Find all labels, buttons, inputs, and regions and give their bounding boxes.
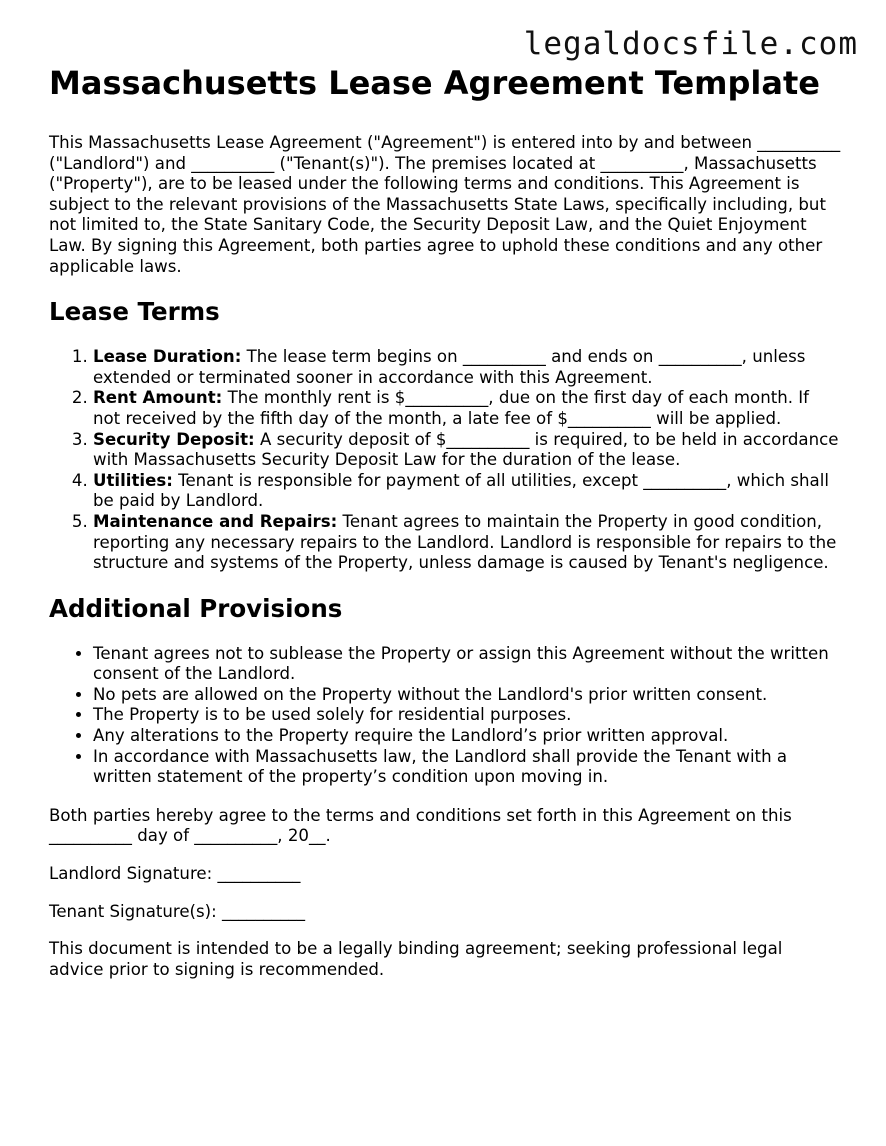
- lease-term-text: The monthly rent is $__________, due on the first day of each month. If not received by the fifth day of the month, a late fee of $__________ will be applied.: [93, 388, 810, 428]
- lease-terms-list: [49, 347, 841, 574]
- provision-item: • The Property is to be used solely for residential purposes.: [93, 705, 841, 726]
- lease-term-item: [93, 347, 841, 388]
- disclaimer-paragraph: This document is intended to be a legally binding agreement; seeking professional legal advice prior to signing is recommended.: [49, 939, 783, 979]
- lease-term-text: Tenant is responsible for payment of all utilities, except __________, which shall be paid by Landlord.: [93, 470, 829, 511]
- landlord-signature-line: Landlord Signature: __________: [49, 864, 301, 884]
- additional-provisions-heading: Additional Provisions: [49, 593, 343, 623]
- document-title: Massachusetts Lease Agreement Template: [49, 64, 820, 102]
- closing-paragraph: Both parties hereby agree to the terms and conditions set forth in this Agreement on this __________ day of __________, 20__.: [49, 805, 792, 846]
- lease-term-text: Tenant agrees to maintain the Property in good condition, reporting any necessary repairs to the Landlord. Landlord is responsible for repairs to the structure and systems of the Property, unless damage is caused by Tenant's negligence.: [93, 511, 837, 573]
- additional-provisions-list: [49, 644, 841, 788]
- document-body: [49, 64, 841, 980]
- lease-term-title: Maintenance and Repairs:: [93, 511, 338, 531]
- provision-item: • Any alterations to the Property require the Landlord’s prior written approval.: [93, 726, 841, 747]
- lease-term-item: [93, 471, 841, 512]
- lease-term-item: [93, 388, 841, 429]
- lease-term-item: [93, 430, 841, 471]
- provision-item: • Tenant agrees not to sublease the Property or assign this Agreement without the written consent of the Landlord.: [93, 644, 841, 685]
- lease-term-title: Utilities:: [93, 470, 173, 490]
- lease-term-text: A security deposit of $__________ is required, to be held in accordance with Massachusetts Security Deposit Law for the duration of the lease.: [93, 429, 839, 470]
- tenant-signature-line: Tenant Signature(s): __________: [49, 901, 305, 921]
- provision-item: • No pets are allowed on the Property without the Landlord's prior written consent.: [93, 685, 841, 706]
- lease-term-title: Lease Duration:: [93, 347, 242, 367]
- lease-term-title: Security Deposit:: [93, 429, 255, 449]
- lease-term-item: [93, 512, 841, 574]
- intro-paragraph: This Massachusetts Lease Agreement ("Agreement") is entered into by and between __________ ("Landlord") and __________ ("Tenant(s)"). The premises located at __________, Massachusetts ("Property"), are to be leased under the following terms and conditions. This Agreement is subject to the relevant provisions of the Massachusetts State Laws, specifically including, but not limited to, the State Sanitary Code, the Security Deposit Law, and the Quiet Enjoyment Law. By signing this Agreement, both parties agree to uphold these conditions and any other applicable laws.: [49, 133, 841, 276]
- lease-term-title: Rent Amount:: [93, 388, 223, 408]
- lease-terms-heading: Lease Terms: [49, 297, 220, 327]
- lease-term-text: The lease term begins on __________ and ends on __________, unless extended or terminated sooner in accordance with this Agreement.: [93, 347, 806, 387]
- provision-item: • In accordance with Massachusetts law, the Landlord shall provide the Tenant with a written statement of the property’s condition upon moving in.: [93, 747, 841, 788]
- watermark-logo: legaldocsfile.com: [523, 26, 858, 62]
